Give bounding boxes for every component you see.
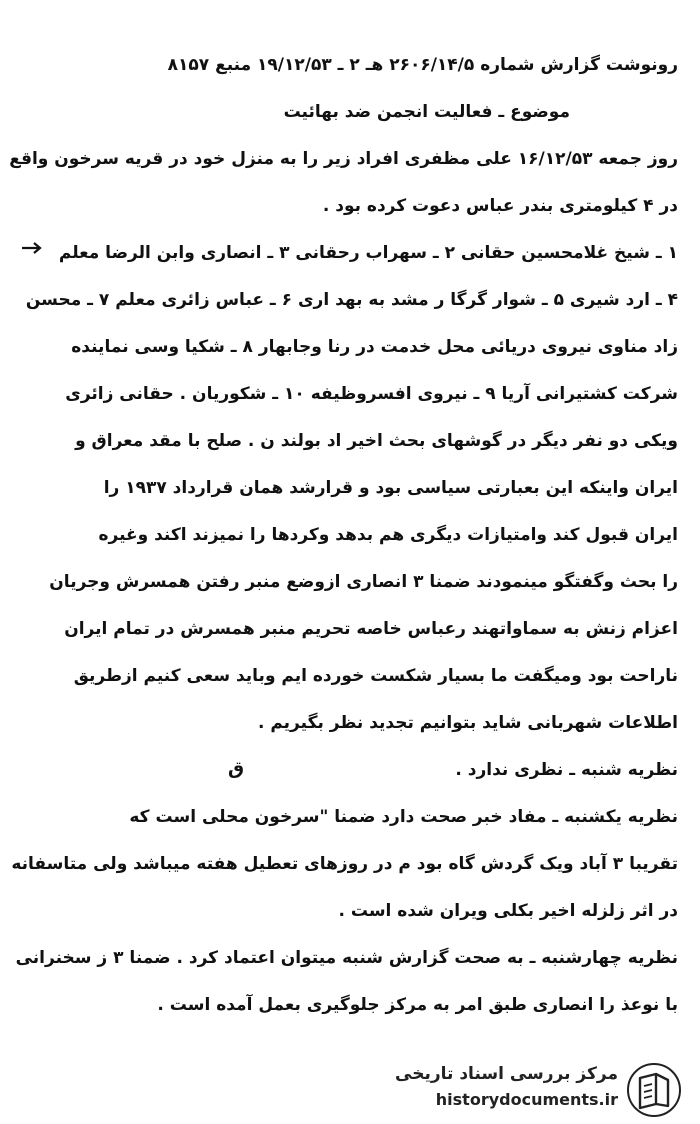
document-body: [9, 48, 678, 1035]
text-line: تقریبا ۳ آباد ویک گردش گاه بود م در روزهای تعطیل هفته میباشد ولی متاسفانه: [11, 854, 678, 874]
text-line: ۴ ـ ارد شیری ۵ ـ شوار گرگا ر مشد به بهد اری ۶ ـ عباس زائری معلم ۷ ـ محسن: [25, 290, 678, 310]
margin-mark: ق: [228, 758, 245, 779]
text-line: زاد مناوی نیروی دریائی محل خدمت در رنا وجابهار ۸ ـ شکیا وسی نماینده: [71, 337, 678, 357]
subject-line: موضوع ـ فعالیت انجمن ضد بهائیت: [283, 102, 570, 122]
opinion-sunday: نظریه یکشنبه ـ مفاد خبر صحت دارد ضمنا "سرخون محلی است که: [129, 807, 678, 827]
footer-title: مرکز بررسی اسناد تاریخی: [395, 1064, 618, 1084]
text-line: ایران قبول کند وامتیازات دیگری هم بدهد وکردها را نمیزند اکند وغیره: [98, 525, 678, 545]
text-line: با نوعذ را انصاری طبق امر به مرکز جلوگیری بعمل آمده است .: [157, 995, 678, 1015]
opinion-saturday: نظریه شنبه ـ نظری ندارد .: [455, 760, 678, 780]
opinion-wednesday: نظریه چهارشنبه ـ به صحت گزارش شنبه میتوان اعتماد کرد . ضمنا ۳ ز سخنرانی: [15, 948, 678, 968]
text-line: در ۴ کیلومتری بندر عباس دعوت کرده بود .: [322, 196, 678, 216]
header-line: رونوشت گزارش شماره ۲۶۰۶/۱۴/۵ هـ ۲ ـ ۱۹/۱۲/۵۳ منبع ۸۱۵۷: [167, 55, 678, 75]
text-line: ایران واینکه این بعبارتی سیاسی بود و قرارشد همان قرارداد ۱۹۳۷ را: [103, 478, 678, 498]
text-line: شرکت کشتیرانی آریا ۹ ـ نیروی افسروظیفه ۱۰ ـ شکوریان . حقانی زائری: [65, 384, 678, 404]
text-line: را بحث وگفتگو مینمودند ضمنا ۳ انصاری ازوضع منبر رفتن همسرش وجریان: [49, 572, 678, 592]
archive-logo-icon: [626, 1062, 682, 1118]
text-line: ویکی دو نفر دیگر در گوشهای بحث اخیر اد بولند ن . صلح با مقد معراق و: [75, 431, 678, 451]
footer-url: historydocuments.ir: [435, 1090, 618, 1109]
text-line: ۱ ـ شیخ غلامحسین حقانی ۲ ـ سهراب رحقانی ۳ ـ انصاری وابن الرضا معلم: [58, 243, 678, 263]
text-line: اعزام زنش به سماواتهند رعباس خاصه تحریم منبر همسرش در تمام ایران: [64, 619, 678, 639]
text-line: در اثر زلزله اخیر بکلی ویران شده است .: [338, 901, 678, 921]
watermark-footer: [395, 1060, 688, 1120]
margin-arrow-icon: [20, 240, 44, 256]
text-line: روز جمعه ۱۶/۱۲/۵۳ علی مظفری افراد زیر را به منزل خود در قریه سرخون واقع: [9, 149, 678, 169]
text-line: اطلاعات شهربانی شاید بتوانیم تجدید نظر بگیریم .: [257, 713, 678, 733]
text-line: ناراحت بود ومیگفت ما بسیار شکست خورده ایم وباید سعی کنیم ازطریق: [73, 666, 678, 686]
